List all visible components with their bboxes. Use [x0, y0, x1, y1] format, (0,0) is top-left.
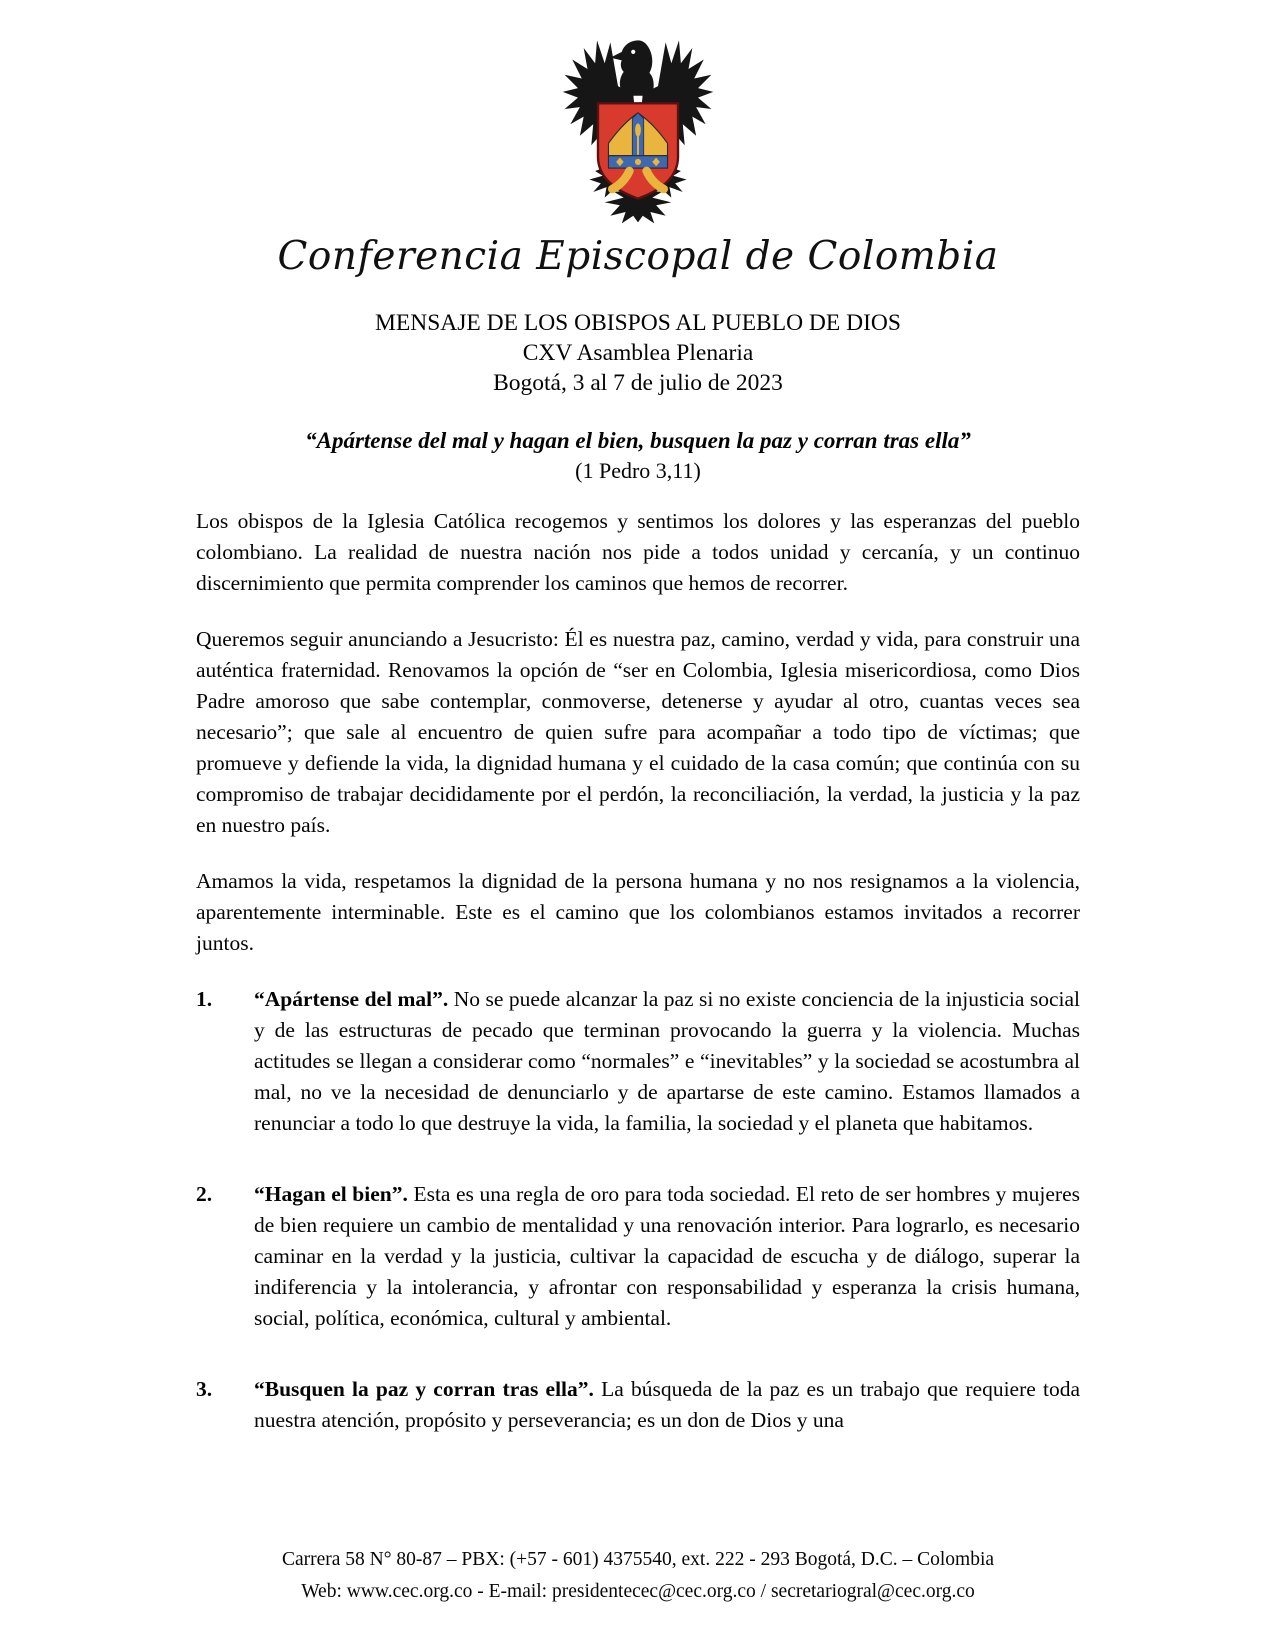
scripture-quote: “Apártense del mal y hagan el bien, busquen la paz y corran tras ella” [305, 427, 971, 453]
list-item-lead: “Busquen la paz y corran tras ella”. [254, 1376, 594, 1401]
list-item-1 [196, 984, 1080, 1139]
footer-contact: Web: www.cec.org.co - E-mail: presidentecec@cec.org.co / secretariogral@cec.org.co [301, 1581, 975, 1602]
scripture-citation: (1 Pedro 3,11) [575, 457, 701, 483]
list-item-body: Esta es una regla de oro para toda sociedad. El reto de ser hombres y mujeres de bien requiere un cambio de mentalidad y una renovación interior. Para lograrlo, es necesario caminar en la verdad y la justicia, cultivar la capacidad de escucha y de diálogo, superar la indiferencia y la intolerancia, y afrontar con responsabilidad y esperanza la crisis humana, social, política, económica, cultural y ambiental. [254, 1181, 1080, 1330]
list-item-text [254, 984, 1080, 1139]
list-item-body: La búsqueda de la paz es un trabajo que requiere toda nuestra atención, propósito y perseverancia; es un don de Dios y una [254, 1376, 1080, 1432]
message-body [196, 506, 1080, 1436]
list-item-2 [196, 1179, 1080, 1334]
list-item-number: 2. [196, 1181, 213, 1206]
dateline: Bogotá, 3 al 7 de julio de 2023 [493, 369, 783, 396]
episcopal-crest-logo [557, 34, 719, 226]
page-footer [0, 1544, 1276, 1608]
list-item-text [254, 1179, 1080, 1334]
list-item-lead: “Apártense del mal”. [254, 986, 449, 1011]
document-content [196, 308, 1080, 1436]
footer-address: Carrera 58 N° 80-87 – PBX: (+57 - 601) 4375540, ext. 222 - 293 Bogotá, D.C. – Colombia [281, 1549, 995, 1570]
list-item-number: 1. [196, 986, 213, 1011]
paragraph-3: Amamos la vida, respetamos la dignidad de la persona humana y no nos resignamos a la violencia, aparentemente interminable. Este es el camino que los colombianos estamos invitados a recorrer juntos. [196, 868, 1080, 955]
list-item-text [254, 1374, 1080, 1436]
mitre-shield [598, 103, 678, 198]
paragraph-1: Los obispos de la Iglesia Católica recogemos y sentimos los dolores y las esperanzas del pueblo colombiano. La realidad de nuestra nación nos pide a todos unidad y cercanía, y un continuo discernimiento que permita comprender los caminos que hemos de recorrer. [196, 508, 1080, 595]
numbered-list [196, 984, 1080, 1436]
paragraph-2: Queremos seguir anunciando a Jesucristo: Él es nuestra paz, camino, verdad y vida, para construir una auténtica fraternidad. Renovamos la opción de “ser en Colombia, Iglesia misericordiosa, como Dios Padre amoroso que sabe contemplar, conmoverse, detenerse y ayudar al otro, cuantas veces sea necesario”; que sale al encuentro de quien sufre para acompañar a todo tipo de víctimas; que promueve y defiende la vida, la dignidad humana y el cuidado de la casa común; que continúa con su compromiso de trabajar decididamente por el perdón, la reconciliación, la verdad, la justicia y la paz en nuestro país. [196, 626, 1080, 837]
assembly-subtitle: CXV Asamblea Plenaria [522, 339, 754, 366]
eagle-mitre-crest-icon [557, 34, 719, 226]
list-item-3 [196, 1374, 1080, 1436]
organization-name: Conferencia Episcopal de Colombia [277, 234, 999, 279]
epigraph [196, 426, 1080, 486]
list-item-body: No se puede alcanzar la paz si no existe conciencia de la injusticia social y de las estructuras de pecado que terminan provocando la guerra y la violencia. Muchas actitudes se llegan a considerar como “normales” e “inevitables” y la sociedad se acostumbra al mal, no ve la necesidad de denunciarlo y de apartarse de este camino. Estamos llamados a renunciar a todo lo que destruye la vida, la familia, la sociedad y el planeta que habitamos. [254, 986, 1081, 1135]
letterhead [0, 0, 1276, 282]
document-title: MENSAJE DE LOS OBISPOS AL PUEBLO DE DIOS [375, 309, 901, 336]
title-block [196, 308, 1080, 398]
list-item-lead: “Hagan el bien”. [254, 1181, 408, 1206]
list-item-number: 3. [196, 1376, 213, 1401]
